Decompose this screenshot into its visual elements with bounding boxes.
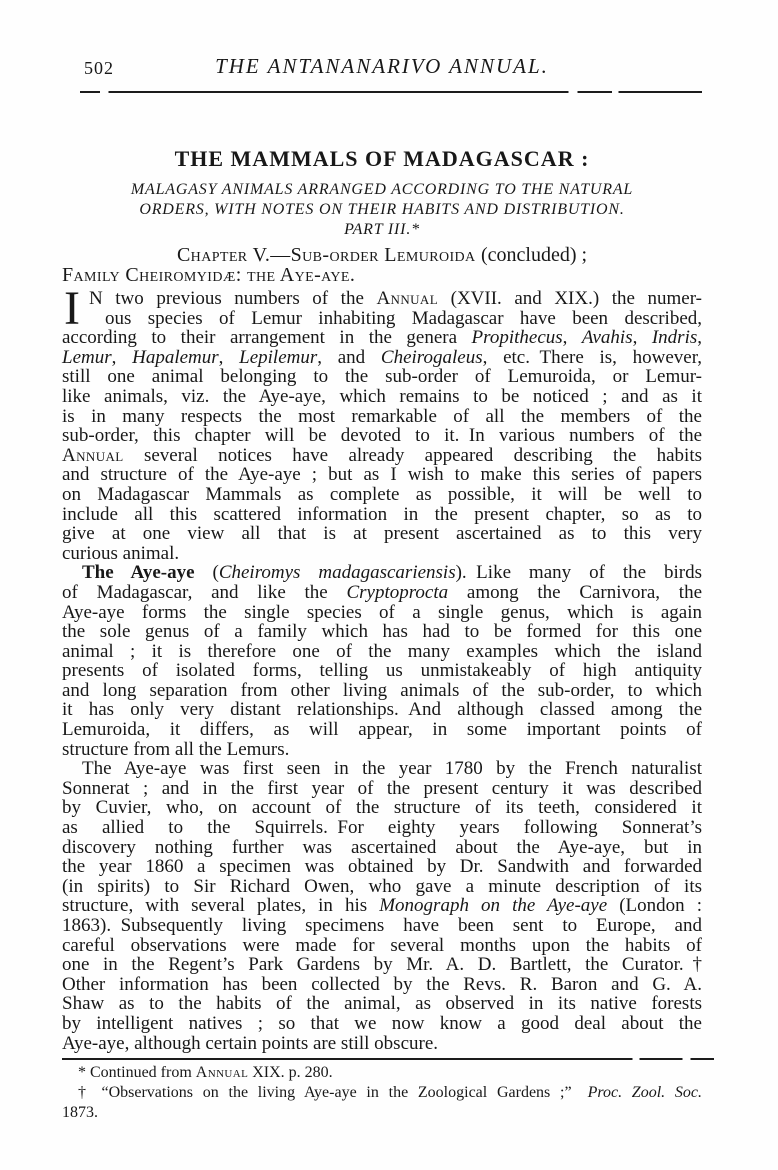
text-segment: on Madagascar Mammals as complete as possible, it will be well to bbox=[62, 483, 702, 505]
text-line bbox=[62, 485, 702, 505]
text-line bbox=[62, 1014, 702, 1034]
text-segment: Propithecus bbox=[471, 327, 563, 349]
text-segment: it has only very distant relationships. And although classed among the bbox=[62, 699, 702, 721]
text-segment: (concluded) ; bbox=[480, 244, 588, 266]
text-segment: Lemuroida, it differs, as will appear, in some important points of bbox=[62, 719, 702, 741]
text-segment: , etc. There is, however, bbox=[482, 346, 703, 368]
text-segment: Aye-aye forms the single species of a single genus, which is again bbox=[62, 601, 702, 623]
text-line bbox=[62, 1063, 702, 1083]
text-segment: curious animal. bbox=[62, 542, 180, 564]
paragraph-1-lines bbox=[62, 282, 703, 564]
text-line bbox=[62, 818, 702, 838]
text-line bbox=[62, 544, 702, 564]
text-line bbox=[62, 245, 702, 265]
text-segment: The Aye-aye was first seen in the year 1780 by the French naturalist bbox=[82, 758, 702, 780]
text-segment: Annual bbox=[62, 444, 124, 466]
text-segment: The Aye-aye bbox=[82, 562, 195, 584]
text-segment: Annual bbox=[195, 1064, 249, 1082]
text-segment: like animals, viz. the Aye-aye, which remains to be noticed ; and as it bbox=[62, 385, 702, 407]
text-line bbox=[62, 877, 702, 897]
text-line bbox=[62, 779, 702, 799]
text-line bbox=[62, 465, 702, 485]
text-segment: is in many respects the most remarkable of all the members of the bbox=[62, 405, 702, 427]
text-line bbox=[62, 857, 702, 877]
text-line bbox=[62, 740, 702, 760]
text-segment: ( bbox=[194, 562, 219, 584]
text-segment: several notices have already appeared describing the habits bbox=[123, 444, 702, 466]
text-segment: (in spirits) to Sir Richard Owen, who gave a minute description of its bbox=[62, 875, 702, 897]
text-segment: XIX. p. 280. bbox=[248, 1064, 333, 1082]
header-rule bbox=[80, 91, 702, 93]
text-segment: by Cuvier, who, on account of the structure of its teeth, considered it bbox=[62, 797, 702, 819]
text-line bbox=[62, 309, 702, 329]
text-line bbox=[62, 348, 702, 368]
text-line bbox=[62, 798, 702, 818]
paragraph-2 bbox=[62, 563, 702, 759]
subtitle-part-line: PART III.* bbox=[344, 221, 420, 238]
text-segment: Cheirogaleus bbox=[380, 346, 483, 368]
article-subtitle bbox=[62, 180, 702, 240]
text-segment: include all this scattered information in the present chapter, so as to bbox=[62, 503, 702, 525]
text-segment: discovery nothing further was ascertained about the Aye-aye, but in bbox=[62, 836, 702, 858]
text-segment: structure from all the Lemurs. bbox=[62, 738, 290, 760]
text-line bbox=[62, 700, 702, 720]
text-segment: * Continued from bbox=[78, 1064, 196, 1082]
text-segment: , and bbox=[317, 346, 381, 368]
text-segment: ). Like many of the birds bbox=[455, 562, 702, 584]
text-line bbox=[62, 838, 702, 858]
text-line bbox=[62, 446, 702, 466]
text-line bbox=[62, 896, 702, 916]
text-line bbox=[62, 661, 702, 681]
subtitle-line: MALAGASY ANIMALS ARRANGED ACCORDING TO THE NATURAL bbox=[130, 181, 634, 198]
running-header bbox=[62, 54, 702, 82]
text-segment: give at one view all that is at present ascertained as to this very bbox=[62, 523, 702, 545]
text-segment: Chapter V.—Sub-order Lemuroida bbox=[176, 244, 481, 266]
text-segment: the sole genus of a family which has had to be formed for this one bbox=[62, 621, 702, 643]
text-line bbox=[62, 265, 702, 285]
text-segment: presents of isolated forms, telling us unmistakeably of high antiquity bbox=[62, 660, 702, 682]
text-segment: Annual bbox=[376, 288, 439, 309]
text-segment: Indris bbox=[651, 327, 698, 349]
text-segment: structure, with several plates, in his bbox=[62, 895, 380, 917]
text-segment: † “Observations on the living Aye-aye in the Zoological Gardens ;” bbox=[78, 1084, 588, 1102]
text-segment: as allied to the Squirrels. For eighty years following Sonnerat’s bbox=[62, 817, 702, 839]
footnote-rule bbox=[62, 1058, 714, 1060]
text-segment: and long separation from other living animals of the sub-order, to which bbox=[62, 679, 702, 701]
text-segment: (XVII. and XIX.) the numer- bbox=[438, 288, 702, 309]
text-line bbox=[62, 1083, 702, 1103]
text-segment: 1873. bbox=[62, 1104, 98, 1122]
text-segment: ous species of Lemur inhabiting Madagascar have been described, bbox=[104, 307, 702, 329]
text-segment: the year 1860 a specimen was obtained by Dr. Sandwith and forwarded bbox=[62, 856, 702, 878]
text-segment: among the Carnivora, the bbox=[448, 581, 703, 603]
running-title: THE ANTANANARIVO ANNUAL. bbox=[215, 54, 549, 78]
text-segment: 1863). Subsequently living specimens have been sent to Europe, and bbox=[62, 915, 702, 936]
text-segment: Cheiromys madagascariensis bbox=[218, 562, 456, 584]
text-segment: , bbox=[632, 327, 652, 349]
footnotes bbox=[62, 1063, 702, 1123]
text-segment: sub-order, this chapter will be devoted to it. In various numbers of the bbox=[62, 425, 702, 447]
text-line bbox=[62, 1103, 702, 1123]
text-line bbox=[62, 622, 702, 642]
text-line bbox=[62, 975, 702, 995]
text-line bbox=[62, 583, 702, 603]
text-segment: , bbox=[562, 327, 582, 349]
paragraph-3 bbox=[62, 759, 702, 1053]
text-segment: Lepilemur bbox=[239, 346, 318, 368]
text-segment: Other information has been collected by the Revs. R. Baron and G. A. bbox=[62, 973, 702, 995]
text-segment: and structure of the Aye-aye ; but as I wish to make this series of papers bbox=[62, 464, 702, 486]
text-line bbox=[62, 1034, 702, 1054]
text-segment: one in the Regent’s Park Gardens by Mr. A. D. Bartlett, the Curator.† bbox=[62, 954, 702, 976]
text-line bbox=[62, 563, 702, 583]
text-line bbox=[62, 936, 702, 956]
text-line bbox=[62, 387, 702, 407]
text-segment: Hapalemur bbox=[132, 346, 219, 368]
text-segment: Cryptoprocta bbox=[346, 581, 449, 603]
chapter-heading bbox=[62, 245, 702, 285]
page-number: 502 bbox=[84, 58, 114, 78]
text-line bbox=[62, 994, 702, 1014]
text-segment: by intelligent natives ; so that we now know a good deal about the bbox=[62, 1012, 702, 1034]
text-segment: still one animal belonging to the sub-order of Lemuroida, or Lemur- bbox=[62, 366, 702, 388]
text-line bbox=[62, 681, 702, 701]
text-line bbox=[62, 524, 702, 544]
text-segment: , bbox=[697, 327, 702, 349]
text-line bbox=[62, 289, 702, 309]
text-segment: Family Cheiromyidæ: the Aye-aye. bbox=[62, 264, 356, 286]
text-segment: Shaw as to the habits of the animal, as observed in its native forests bbox=[62, 993, 702, 1015]
text-segment: Monograph on the Aye-aye bbox=[379, 895, 608, 917]
text-segment: Proc. Zool. Soc. bbox=[587, 1084, 702, 1102]
text-line bbox=[62, 642, 702, 662]
text-line bbox=[62, 328, 702, 348]
text-line bbox=[62, 759, 702, 779]
text-segment: Lemur bbox=[62, 346, 112, 368]
drop-cap: I bbox=[64, 282, 80, 335]
text-segment: , bbox=[111, 346, 133, 368]
text-line bbox=[62, 407, 702, 427]
text-segment: Avahis bbox=[581, 327, 633, 349]
text-segment: Sonnerat ; and in the first year of the present century it was described bbox=[62, 777, 702, 799]
text-segment: of Madagascar, and like the bbox=[62, 581, 347, 603]
text-line bbox=[62, 916, 702, 936]
subtitle-line: ORDERS, WITH NOTES ON THEIR HABITS AND DISTRIBUTION. bbox=[139, 201, 625, 218]
paragraph-1 bbox=[62, 282, 703, 564]
text-line bbox=[62, 603, 702, 623]
text-line bbox=[62, 426, 702, 446]
text-segment: , bbox=[218, 346, 240, 368]
text-segment: Aye-aye, although certain points are still obscure. bbox=[62, 1032, 439, 1054]
text-line bbox=[62, 720, 702, 740]
article-title: THE MAMMALS OF MADAGASCAR : bbox=[174, 146, 590, 171]
body-text bbox=[62, 282, 703, 1054]
text-segment: (London : bbox=[607, 895, 703, 917]
text-segment: careful observations were made for several months upon the habits of bbox=[62, 934, 702, 956]
text-segment: N two previous numbers of the bbox=[88, 288, 377, 309]
text-line bbox=[62, 955, 702, 975]
text-line bbox=[62, 367, 702, 387]
text-segment: animal ; it is therefore one of the many examples which the island bbox=[62, 640, 702, 662]
text-segment: according to their arrangement in the genera bbox=[62, 327, 472, 349]
text-line bbox=[62, 505, 702, 525]
